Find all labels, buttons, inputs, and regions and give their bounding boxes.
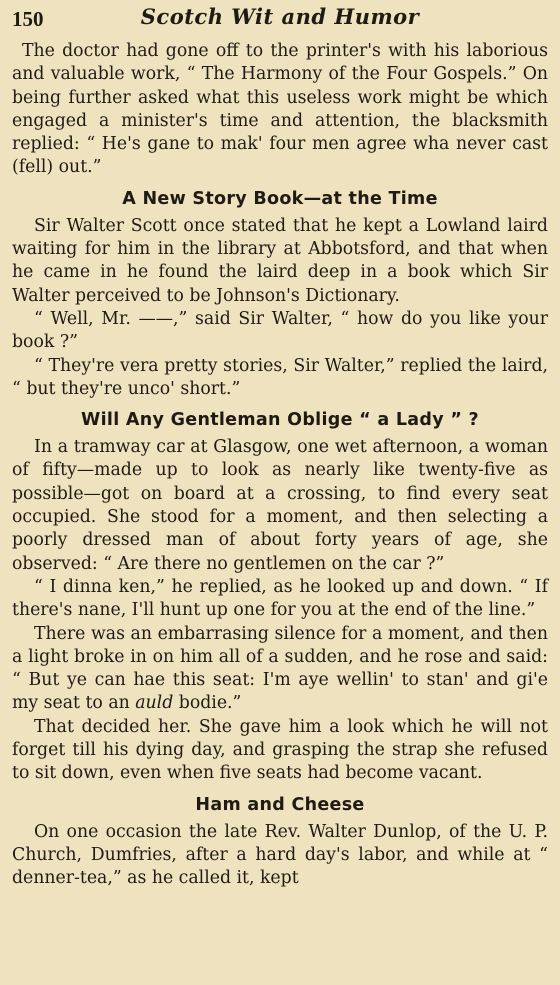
paragraph: “ I dinna ken,” he replied, as he looked up and down. “ If there's nane, I'll hunt up one for you at the end of the line.” [12, 576, 548, 621]
section-heading: A New Story Book—at the Time [122, 188, 438, 209]
page-header [12, 4, 548, 34]
paragraph-text: There was an embarrasing silence for a moment, and then a light broke in on him all of a sudden, and he rose and said: “ But ye can hae this seat: I'm aye wellin' to stan' and gi'e my seat to an [12, 623, 548, 714]
section-heading: Will Any Gentleman Oblige “ a Lady ” ? [81, 410, 479, 431]
paragraph: Sir Walter Scott once stated that he kept a Lowland laird waiting for him in the library at Abbotsford, and that when he came in he found the laird deep in a book which Sir Walter perceived to be Johnson's Dictionary. [12, 215, 548, 306]
paragraph: “ Well, Mr. ——,” said Sir Walter, “ how do you like your book ?” [12, 308, 548, 353]
paragraph-text: bodie.” [173, 693, 242, 714]
running-title: Scotch Wit and Humor [140, 4, 420, 29]
paragraph: In a tramway car at Glasgow, one wet afternoon, a woman of fifty—made up to look as nearly like twenty-five as possible—got on board at a crossing, to find every seat occupied. She stood for a moment, and then selecting a poorly dressed man of about forty years of age, she observed: “ Are there no gentlemen on the car ?” [12, 437, 548, 574]
paragraph: On one occasion the late Rev. Walter Dunlop, of the U. P. Church, Dumfries, after a hard day's labor, and while at “ denner-tea,” as he called it, kept [12, 821, 548, 889]
paragraph: “ They're vera pretty stories, Sir Walter,” replied the laird, “ but they're unco' short.” [12, 355, 548, 399]
page-number: 150 [12, 7, 44, 31]
paragraph: That decided her. She gave him a look which he will not forget till his dying day, and grasping the strap she refused to sit down, even when five seats had become vacant. [12, 716, 548, 784]
italic-word: auld [135, 693, 174, 714]
section-heading: Ham and Cheese [195, 794, 365, 815]
paragraph-continuation: The doctor had gone off to the printer's with his laborious and valuable work, “ The Harmony of the Four Gospels.” On being further asked what this useless work might be which engaged a minister's time and attention, the blacksmith replied: “ He's gane to mak' four men agree wha never cast (fell) out.” [12, 41, 548, 178]
paragraph [12, 623, 548, 716]
